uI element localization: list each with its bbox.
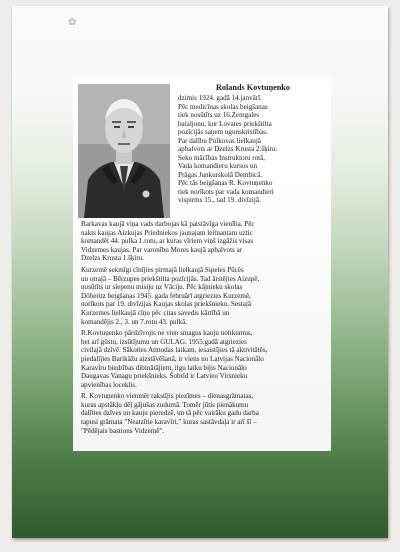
body-line: nakts kaujas Aizkujas Priedniekos jaunajam leitnantam uztic: [81, 228, 253, 237]
body-line: bet arī gūstu, izsūtījumu un GULAG. 1955.gadā atgriezies: [81, 337, 247, 346]
author-portrait: [78, 84, 170, 218]
body-line: Barkavas kaujā viņa vads darbojas kā patstāvīga vienība. Pēc: [81, 220, 255, 228]
body-line: nosūtīts ur slepenu misiju uz Vāciju. Pēc kājnieku skolas: [81, 283, 243, 292]
body-line: dalīties dzīves un kauju pieredzē, un tā pēc vairāku gadu darba: [81, 409, 259, 418]
biography-panel: [73, 78, 331, 451]
intro-line: Prāgas Junkurskolā Dembicā.: [178, 170, 263, 179]
intro-line: tiek nosūtīts uz 16.Zemgales: [178, 111, 260, 119]
intro-line: dzimis 1924. gadā 14.janvārī.: [178, 94, 262, 102]
body-line: kuras apstākļu dēļ gājušas zudumā. Tomēr jūtis pienākumu: [81, 400, 249, 409]
body-line: Daugavas Vanagu priekšnieks. Šobrīd ir Latvieu Virsnieku: [81, 372, 248, 381]
paragraph-gulag: [81, 329, 325, 389]
biography-intro: [178, 82, 328, 205]
body-line: piedalījies Barikāžu aizstāvēšanā, ir viens no Latvijas Nacionālo: [81, 354, 264, 363]
intro-line: bataljonu, kur Lovates priekštilta: [178, 119, 272, 128]
paragraph-barkava: [81, 220, 325, 263]
intro-line: Seko mācības Instruktoru rotā,: [178, 153, 266, 162]
body-line: Vidzemes kaujas. Par varonību Mores kaujā apbalvots ar: [81, 245, 243, 254]
body-line: komandēt 44. pulka 1.rotu, ar kuras vīriem viņš izgāžis visas: [81, 237, 254, 246]
paragraph-book: [81, 392, 325, 435]
biography-body: [81, 220, 325, 435]
body-line: Kurzemes lielkaujā cīņu pēc citas savedis kārtībā un: [81, 308, 230, 317]
body-line: R. Kovtuņenko vienmēr rakstījis piezīmes – dienasgrāmatas,: [81, 392, 254, 401]
body-line: Döberitz beigšanas 1945. gada februārī atgriezies Kurzemē,: [81, 291, 251, 300]
intro-line: apbalvots ar Dzelzs Krusta 2.šķiru.: [178, 145, 278, 153]
book-back-cover: [12, 6, 388, 538]
body-line: "Pēdējais bastions Vidzemē".: [81, 426, 165, 435]
body-line: un otrajā – Bērzupes priekštilta pozīcijās. Tad ārstējies Aizupē,: [81, 274, 260, 283]
body-line: norīkots par 19. divīzijas Kaujas skolas priekšnieku. Sestajā: [81, 300, 252, 309]
body-line: tapusi grāmata "Neatzītie karavīri," kuras sastāvdaļa ir arī šī –: [81, 418, 257, 427]
body-line: komandējis 2., 3. un 7.rotu 43. pulkā.: [81, 317, 188, 326]
intro-line: Vada komandieru kursos un: [178, 162, 258, 170]
intro-line: vispirms 15., tad 19. divīzijā.: [178, 196, 261, 204]
body-line: apvienības loceklis.: [81, 380, 137, 389]
body-line: Karavīru biedrības dibinātājiem, ilgu laiku bijis Nacionālo: [81, 363, 247, 372]
flower-speck-icon: ✿: [68, 17, 77, 28]
intro-line: tiek norīkots par vada komandieri: [178, 187, 274, 196]
paragraph-kurzeme: [81, 266, 325, 326]
intro-line: Pēc medicīnas skolas beigšanas: [178, 102, 268, 111]
intro-line: Pēc tās beigšanas R. Kovtuņenko: [178, 179, 273, 187]
body-line: Dzelzs Krusta 1.šķiru.: [81, 254, 145, 263]
body-line: R.Kovtuņenko pārdzīvojis ne vien smagus kauju notikumus,: [81, 329, 253, 338]
intro-line: pozīcijās saņem ugunskristības.: [178, 128, 268, 136]
intro-line: Par dalību Pulkovas lielkaujā: [178, 136, 261, 145]
body-line: civilajā dzīvē. Sākoties Atmodas laikam, iesaistījies tā aktivitātēs,: [81, 346, 268, 355]
author-portrait-drawing: [78, 84, 170, 218]
body-line: Kurzemē sekmīgi cīnījies pirmajā lielkaujā Sipeles Pūcēs: [81, 265, 244, 274]
author-name: Rolands Kovtuņenko: [216, 83, 290, 92]
